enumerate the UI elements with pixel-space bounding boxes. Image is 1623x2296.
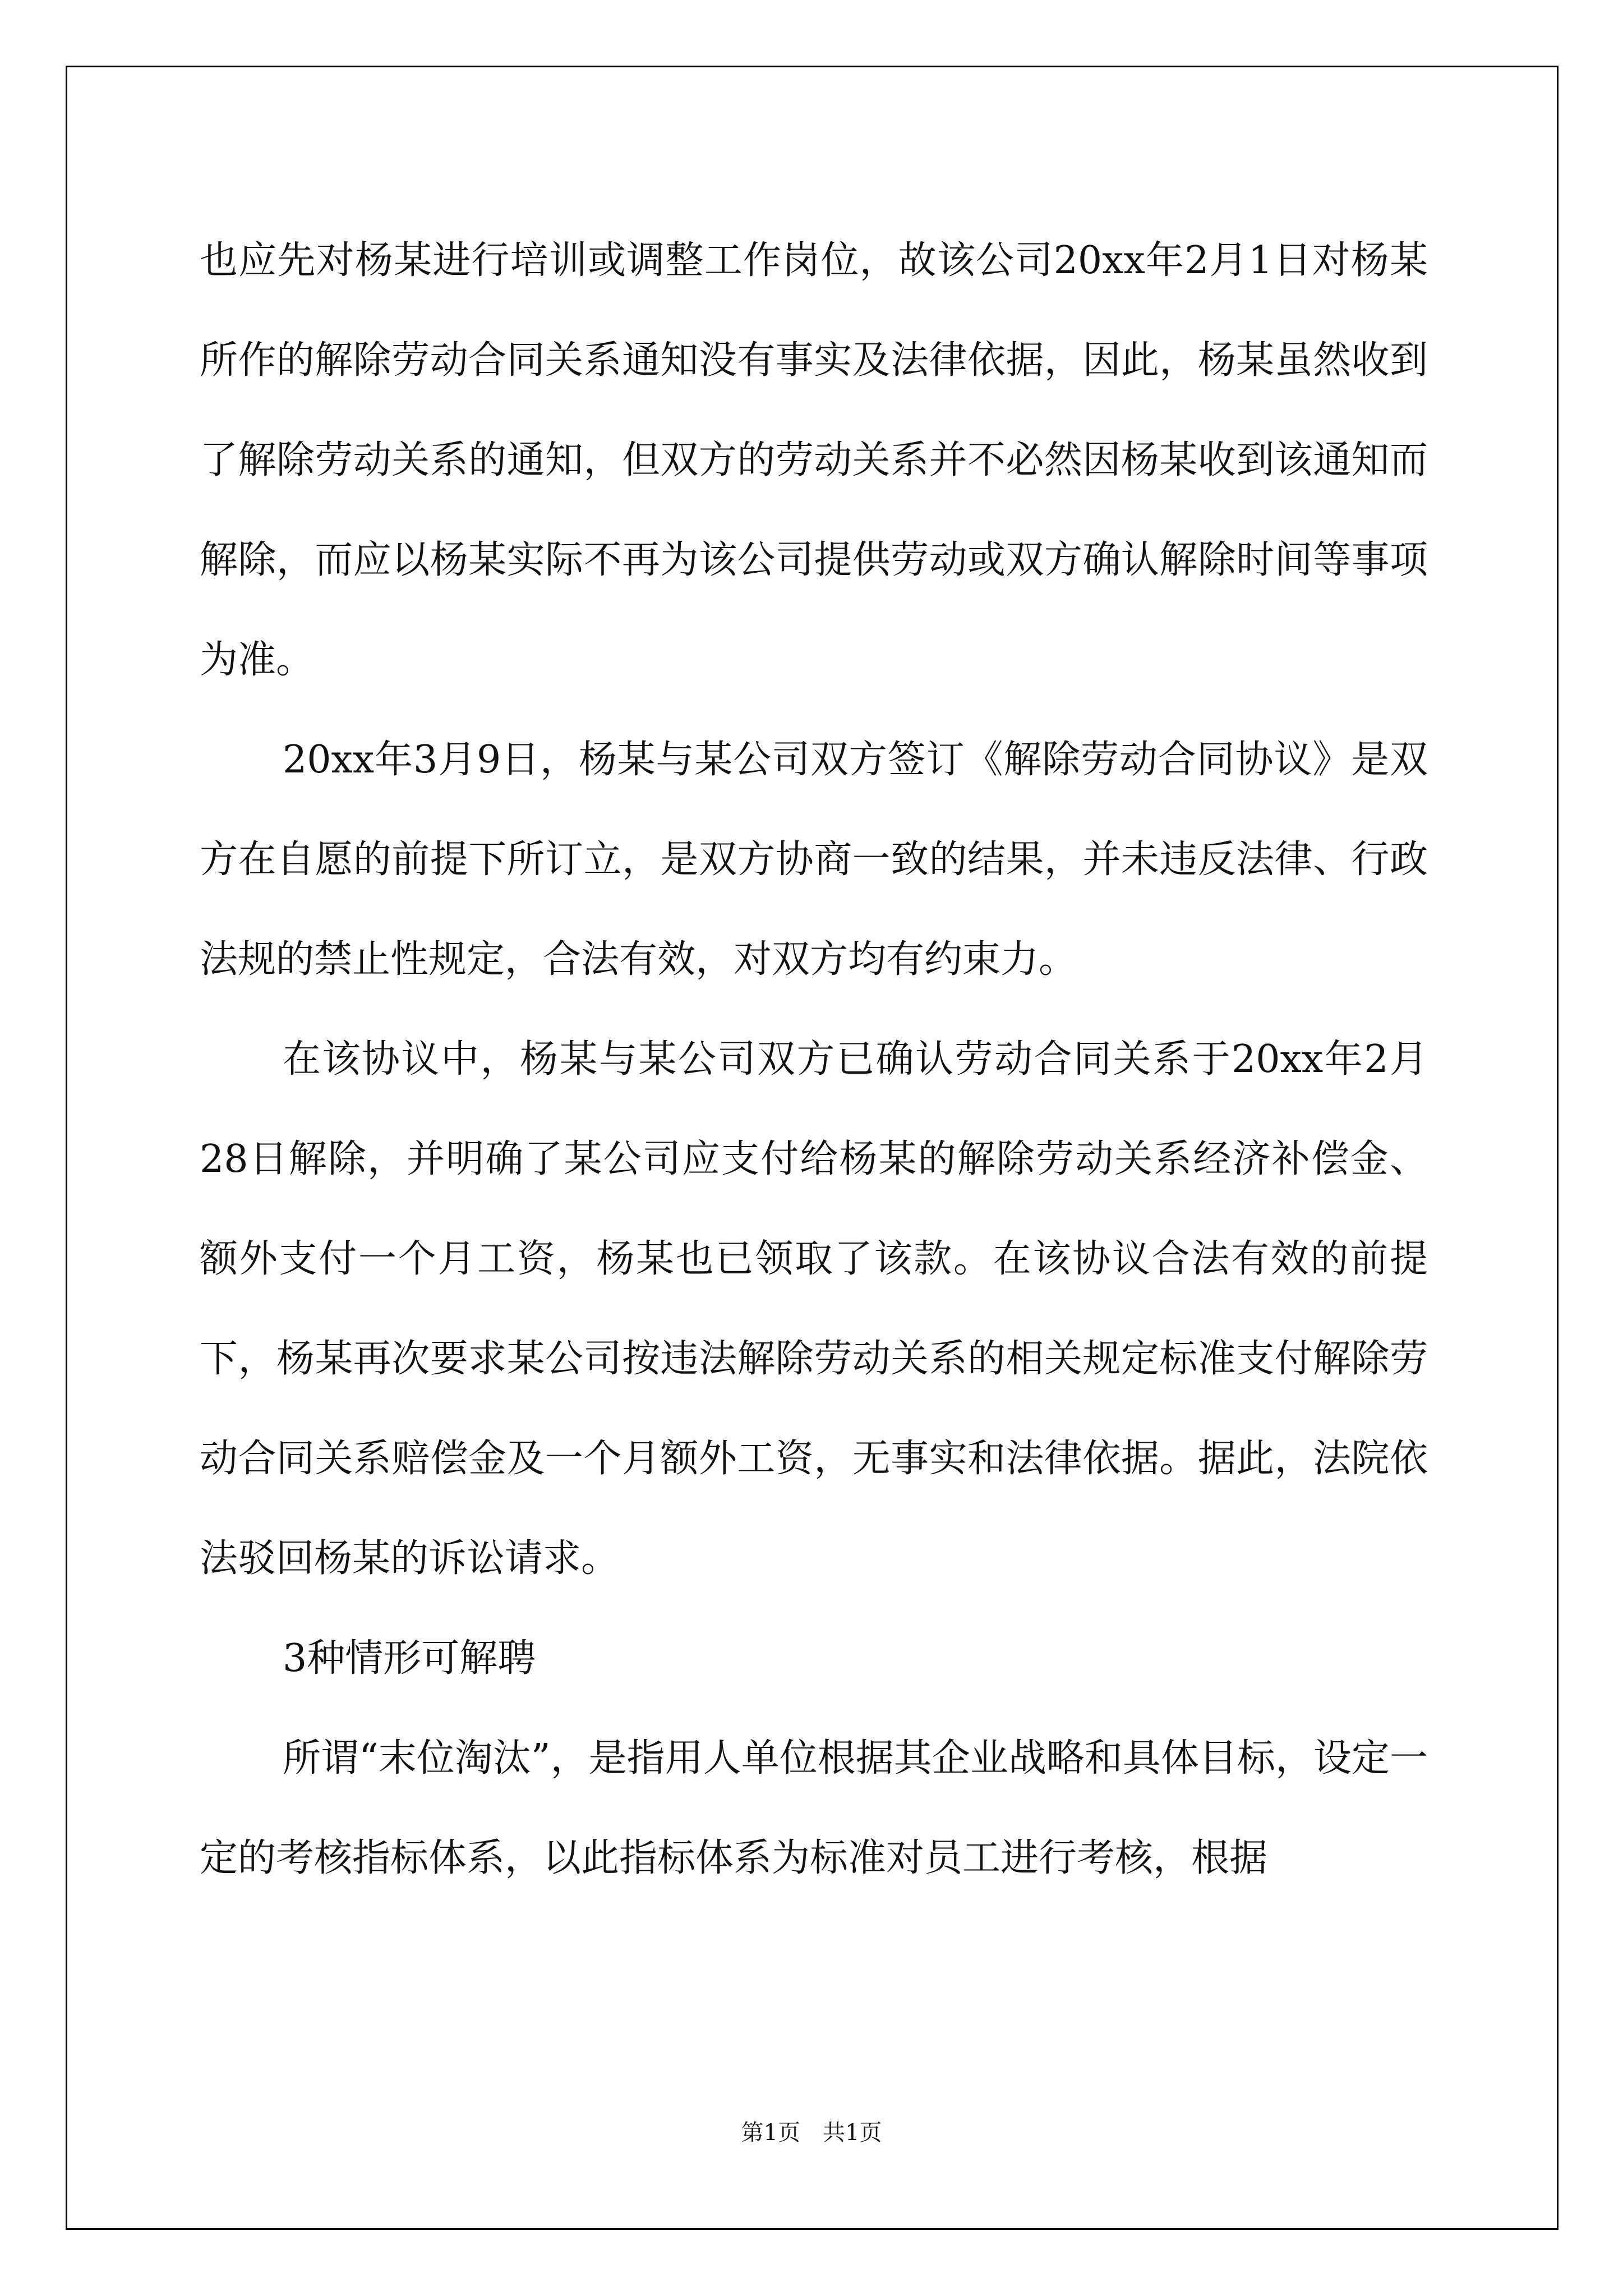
paragraph-1: 也应先对杨某进行培训或调整工作岗位，故该公司20xx年2月1日对杨某所作的解除劳动合同关系通知没有事实及法律依据，因此，杨某虽然收到了解除劳动关系的通知，但双方的劳动关系并不必然因杨某收到该通知而解除，而应以杨某实际不再为该公司提供劳动或双方确认解除时间等事项为准。 [200,238,1428,682]
page-number-footer: 第1页 共1页 [741,2120,882,2146]
section-heading: 3种情形可解聘 [283,1636,536,1681]
paragraph-3: 在该协议中，杨某与某公司双方已确认劳动合同关系于20xx年2月28日解除，并明确了某公司应支付给杨某的解除劳动关系经济补偿金、额外支付一个月工资，杨某也已领取了该款。在该协议合法有效的前提下，杨某再次要求某公司按违法解除劳动关系的相关规定标准支付解除劳动合同关系赔偿金及一个月额外工资，无事实和法律依据。据此，法院依法驳回杨某的诉讼请求。 [200,1037,1428,1581]
paragraph-4: 所谓“末位淘汰”，是指用人单位根据其企业战略和具体目标，设定一定的考核指标体系，以此指标体系为标准对员工进行考核，根据 [200,1736,1428,1880]
paragraph-2: 20xx年3月9日，杨某与某公司双方签订《解除劳动合同协议》是双方在自愿的前提下所订立，是双方协商一致的结果，并未违反法律、行政法规的禁止性规定，合法有效，对双方均有约束力。 [200,738,1428,982]
document-body [200,211,1428,1908]
